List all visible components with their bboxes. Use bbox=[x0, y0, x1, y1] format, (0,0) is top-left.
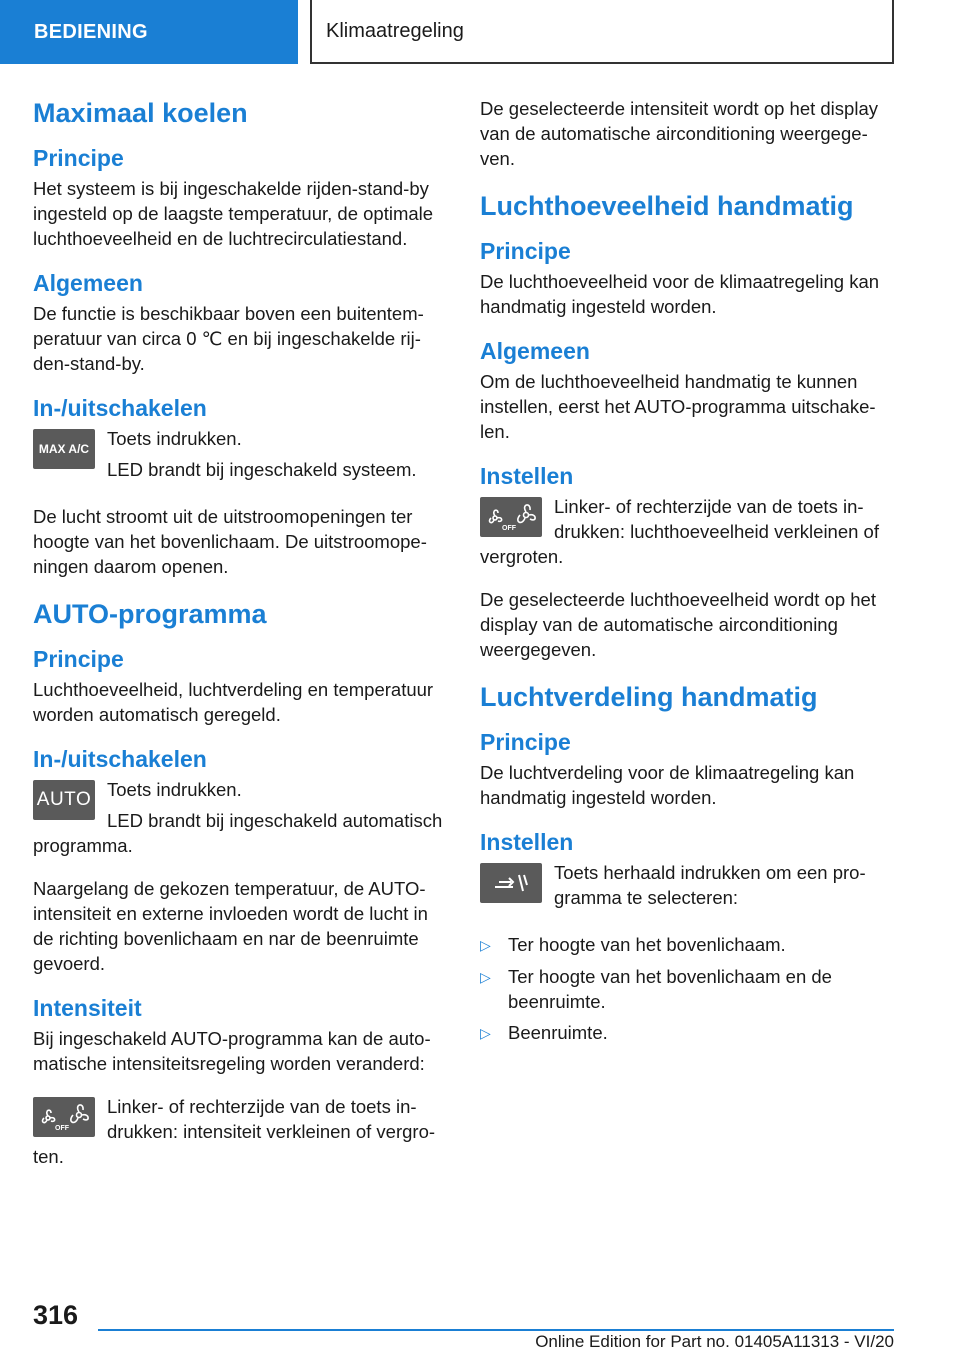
icon-instruction bbox=[33, 777, 449, 858]
heading-auto-program: AUTO-programma bbox=[33, 599, 267, 629]
list-item: ▷ Ter hoogte van het bovenlichaam en de beenruimte. bbox=[480, 966, 832, 1012]
footer-divider bbox=[98, 1329, 894, 1331]
heading-intensiteit: Intensiteit bbox=[33, 995, 142, 1021]
heading-algemeen: Algemeen bbox=[33, 270, 143, 296]
fan-button-icon bbox=[480, 497, 542, 537]
heading-instellen: Instellen bbox=[480, 829, 574, 855]
section-label: BEDIENING bbox=[34, 20, 148, 43]
paragraph: Bij ingeschakeld AUTO-programma kan de automatische intensiteitsregeling worden veranderd: bbox=[33, 1028, 431, 1074]
icon-instruction bbox=[33, 426, 449, 488]
heading-algemeen: Algemeen bbox=[480, 338, 590, 364]
paragraph: Toets indrukken. bbox=[107, 779, 242, 800]
paragraph: Toets herhaald indrukken om een programma te selecteren: bbox=[554, 862, 866, 908]
paragraph: Linker- of rechterzijde van de toets indrukken: luchthoeveelheid verkleinen of vergroten. bbox=[480, 496, 879, 567]
paragraph: LED brandt bij ingeschakeld automatisch programma. bbox=[33, 810, 443, 856]
heading-luchthoeveelheid: Luchthoeveelheid handmatig bbox=[480, 191, 854, 221]
heading-principe: Principe bbox=[33, 646, 124, 672]
svg-text:OFF: OFF bbox=[502, 525, 516, 532]
paragraph: De geselecteerde luchthoeveelheid wordt op het display van de automatische airconditioning weergegeven. bbox=[480, 589, 876, 660]
paragraph: De functie is beschikbaar boven een buitentemperatuur van circa 0 ℃ en bij ingeschakelde rijden-stand-by. bbox=[33, 303, 424, 374]
fan-button-icon bbox=[33, 1097, 95, 1137]
heading-principe: Principe bbox=[480, 729, 571, 755]
section-tab bbox=[0, 0, 298, 64]
icon-instruction bbox=[480, 494, 896, 569]
paragraph: De lucht stroomt uit de uitstroomopeningen ter hoogte van het bovenlichaam. De uitstroomopeningen daarom openen. bbox=[33, 506, 427, 577]
auto-button-icon: AUTO bbox=[33, 780, 95, 820]
page-number: 316 bbox=[33, 1300, 79, 1330]
heading-instellen: Instellen bbox=[480, 463, 574, 489]
paragraph: LED brandt bij ingeschakeld systeem. bbox=[107, 459, 417, 480]
right-column bbox=[480, 96, 896, 1052]
paragraph: De luchtverdeling voor de klimaatregeling kan handmatig ingesteld worden. bbox=[480, 762, 855, 808]
heading-max-cooling: Maximaal koelen bbox=[33, 98, 248, 128]
heading-in-uitschakelen: In-/uitschakelen bbox=[33, 746, 207, 772]
air-distribution-icon bbox=[491, 871, 531, 895]
fan-icon bbox=[482, 500, 540, 534]
icon-instruction bbox=[480, 860, 896, 916]
paragraph: De geselecteerde intensiteit wordt op het display van de automatische airconditioning weergegeven. bbox=[480, 98, 878, 169]
heading-luchtverdeling: Luchtverdeling handmatig bbox=[480, 682, 818, 712]
paragraph: De luchthoeveelheid voor de klimaatregeling kan handmatig ingesteld worden. bbox=[480, 271, 880, 317]
triangle-bullet-icon: ▷ bbox=[480, 937, 491, 953]
footer-edition: Online Edition for Part no. 01405A11313 - VI/20 bbox=[535, 1332, 894, 1351]
icon-instruction bbox=[33, 1094, 449, 1169]
paragraph: Het systeem is bij ingeschakelde rijden-stand-by ingesteld op de laagste temperatuur, de optimale luchthoeveelheid en de luchtrecirculatiestand. bbox=[33, 178, 434, 249]
heading-principe: Principe bbox=[33, 145, 124, 171]
left-column bbox=[33, 96, 449, 1187]
max-ac-button-icon: MAX A/C bbox=[33, 429, 95, 469]
paragraph: Om de luchthoeveelheid handmatig te kunnen instellen, eerst het AUTO-programma uitschakelen. bbox=[480, 371, 876, 442]
chapter-title bbox=[310, 0, 894, 64]
triangle-bullet-icon: ▷ bbox=[480, 1025, 491, 1041]
heading-principe: Principe bbox=[480, 238, 571, 264]
heading-in-uitschakelen: In-/uitschakelen bbox=[33, 395, 207, 421]
paragraph: Luchthoeveelheid, luchtverdeling en temperatuur worden automatisch geregeld. bbox=[33, 679, 434, 725]
chapter-title-label: Klimaatregeling bbox=[326, 19, 464, 42]
fan-icon bbox=[35, 1100, 93, 1134]
air-distribution-button-icon bbox=[480, 863, 542, 903]
list-item: ▷ Ter hoogte van het bovenlichaam. bbox=[480, 932, 896, 958]
paragraph: Linker- of rechterzijde van de toets indrukken: intensiteit verkleinen of vergroten. bbox=[33, 1096, 436, 1167]
svg-text:OFF: OFF bbox=[55, 1125, 69, 1132]
triangle-bullet-icon: ▷ bbox=[480, 969, 491, 985]
paragraph: Toets indrukken. bbox=[107, 428, 242, 449]
paragraph: Naargelang de gekozen temperatuur, de AUTO-intensiteit en externe invloeden wordt de lucht in de richting bovenlichaam en nar de beenruimte gevoerd. bbox=[33, 878, 428, 974]
list-item: ▷ Beenruimte. bbox=[480, 1020, 896, 1046]
